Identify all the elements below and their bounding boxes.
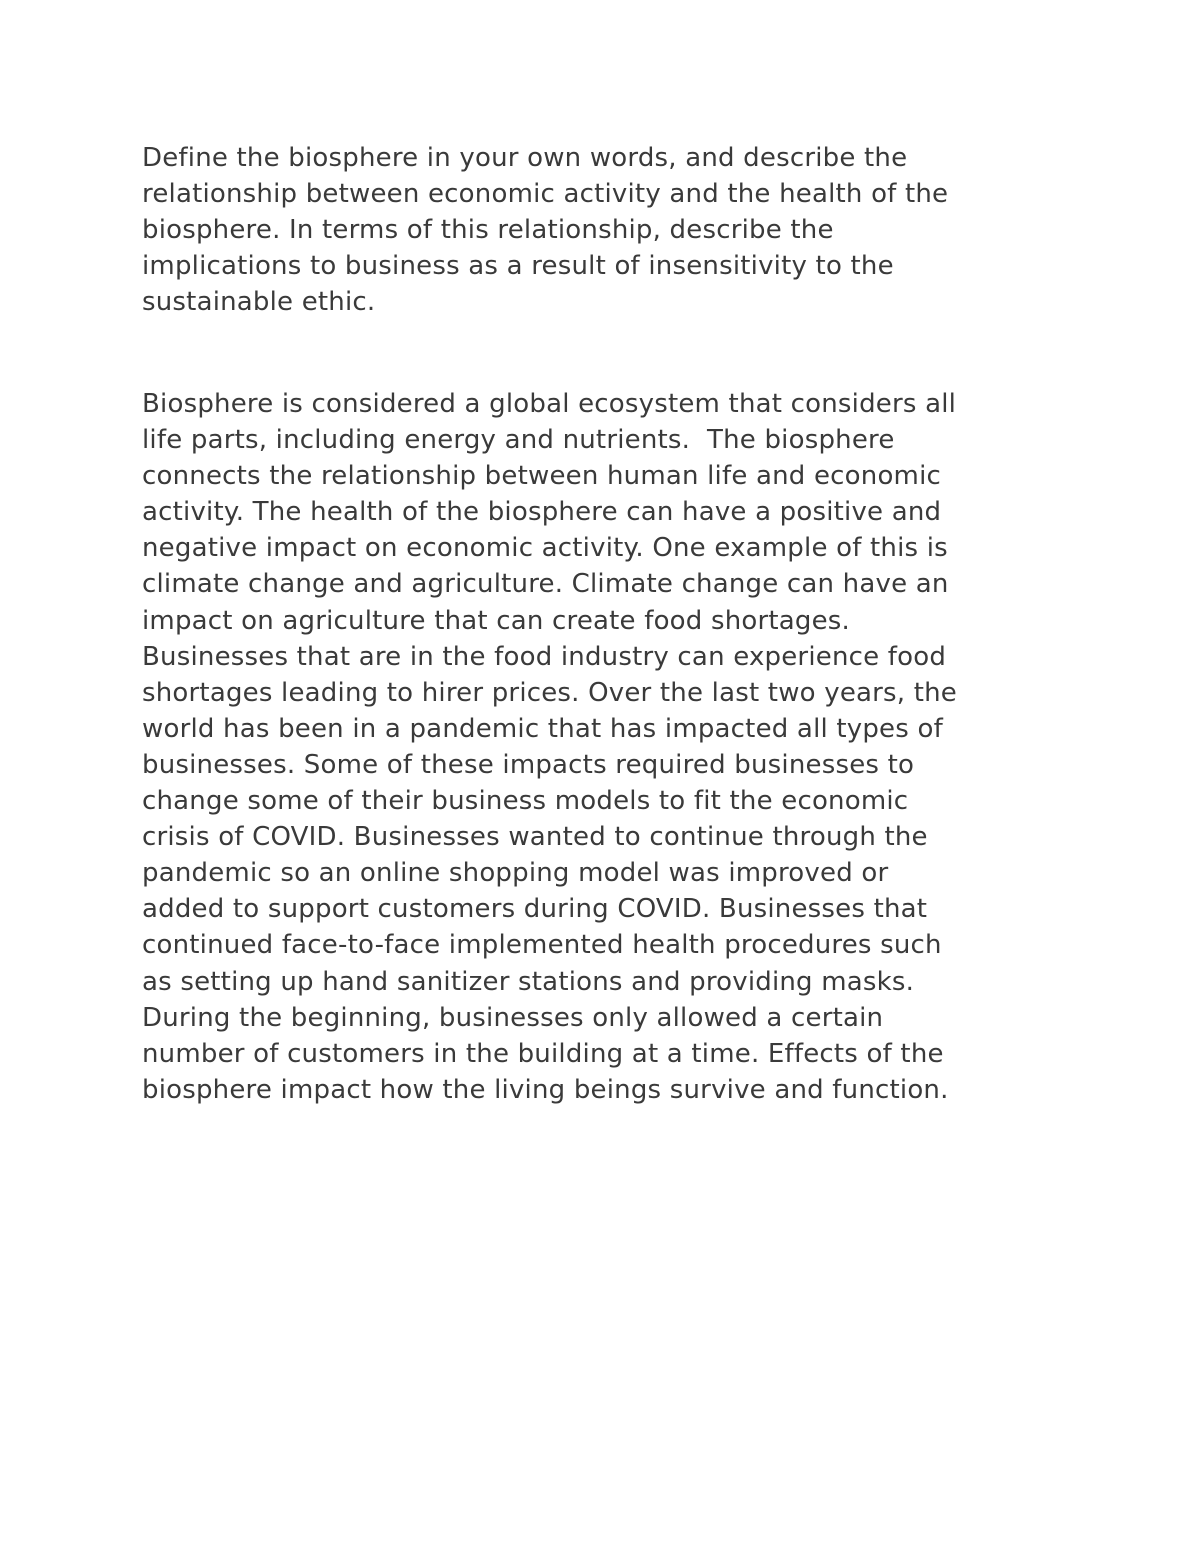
question-line: relationship between economic activity and the health of the (142, 179, 949, 210)
question-paragraph (142, 140, 1062, 320)
answer-line: pandemic so an online shopping model was improved or (142, 858, 889, 889)
question-line: Define the biosphere in your own words, and describe the (142, 143, 908, 173)
question-line: implications to business as a result of insensitivity to the (142, 251, 894, 282)
answer-line: businesses. Some of these impacts required businesses to (142, 749, 915, 780)
answer-line: crisis of COVID. Businesses wanted to continue through the (142, 822, 928, 853)
answer-line: Biosphere is considered a global ecosystem that considers all (142, 389, 957, 419)
answer-line: shortages leading to hirer prices. Over the last two years, the (142, 677, 957, 708)
answer-line: as setting up hand sanitizer stations and providing masks. (142, 966, 915, 997)
answer-line: During the beginning, businesses only allowed a certain (142, 1002, 884, 1033)
answer-line: continued face-to-face implemented health procedures such (142, 930, 942, 961)
answer-line: climate change and agriculture. Climate change can have an (142, 569, 949, 600)
answer-line: change some of their business models to fit the economic (142, 786, 909, 817)
answer-line: activity. The health of the biosphere can have a positive and (142, 497, 942, 528)
answer-paragraph (142, 386, 1062, 1108)
answer-line: added to support customers during COVID. Businesses that (142, 894, 928, 925)
answer-line: negative impact on economic activity. One example of this is (142, 533, 948, 564)
answer-line: Businesses that are in the food industry can experience food (142, 641, 947, 672)
answer-line: life parts, including energy and nutrients. The biosphere (142, 425, 895, 456)
question-line: sustainable ethic. (142, 287, 376, 318)
answer-line: impact on agriculture that can create food shortages. (142, 605, 851, 636)
question-line: biosphere. In terms of this relationship, describe the (142, 215, 834, 246)
answer-line: connects the relationship between human life and economic (142, 461, 942, 492)
answer-line: world has been in a pandemic that has impacted all types of (142, 713, 943, 744)
answer-line: number of customers in the building at a time. Effects of the (142, 1038, 944, 1069)
answer-line: biosphere impact how the living beings survive and function. (142, 1074, 949, 1105)
